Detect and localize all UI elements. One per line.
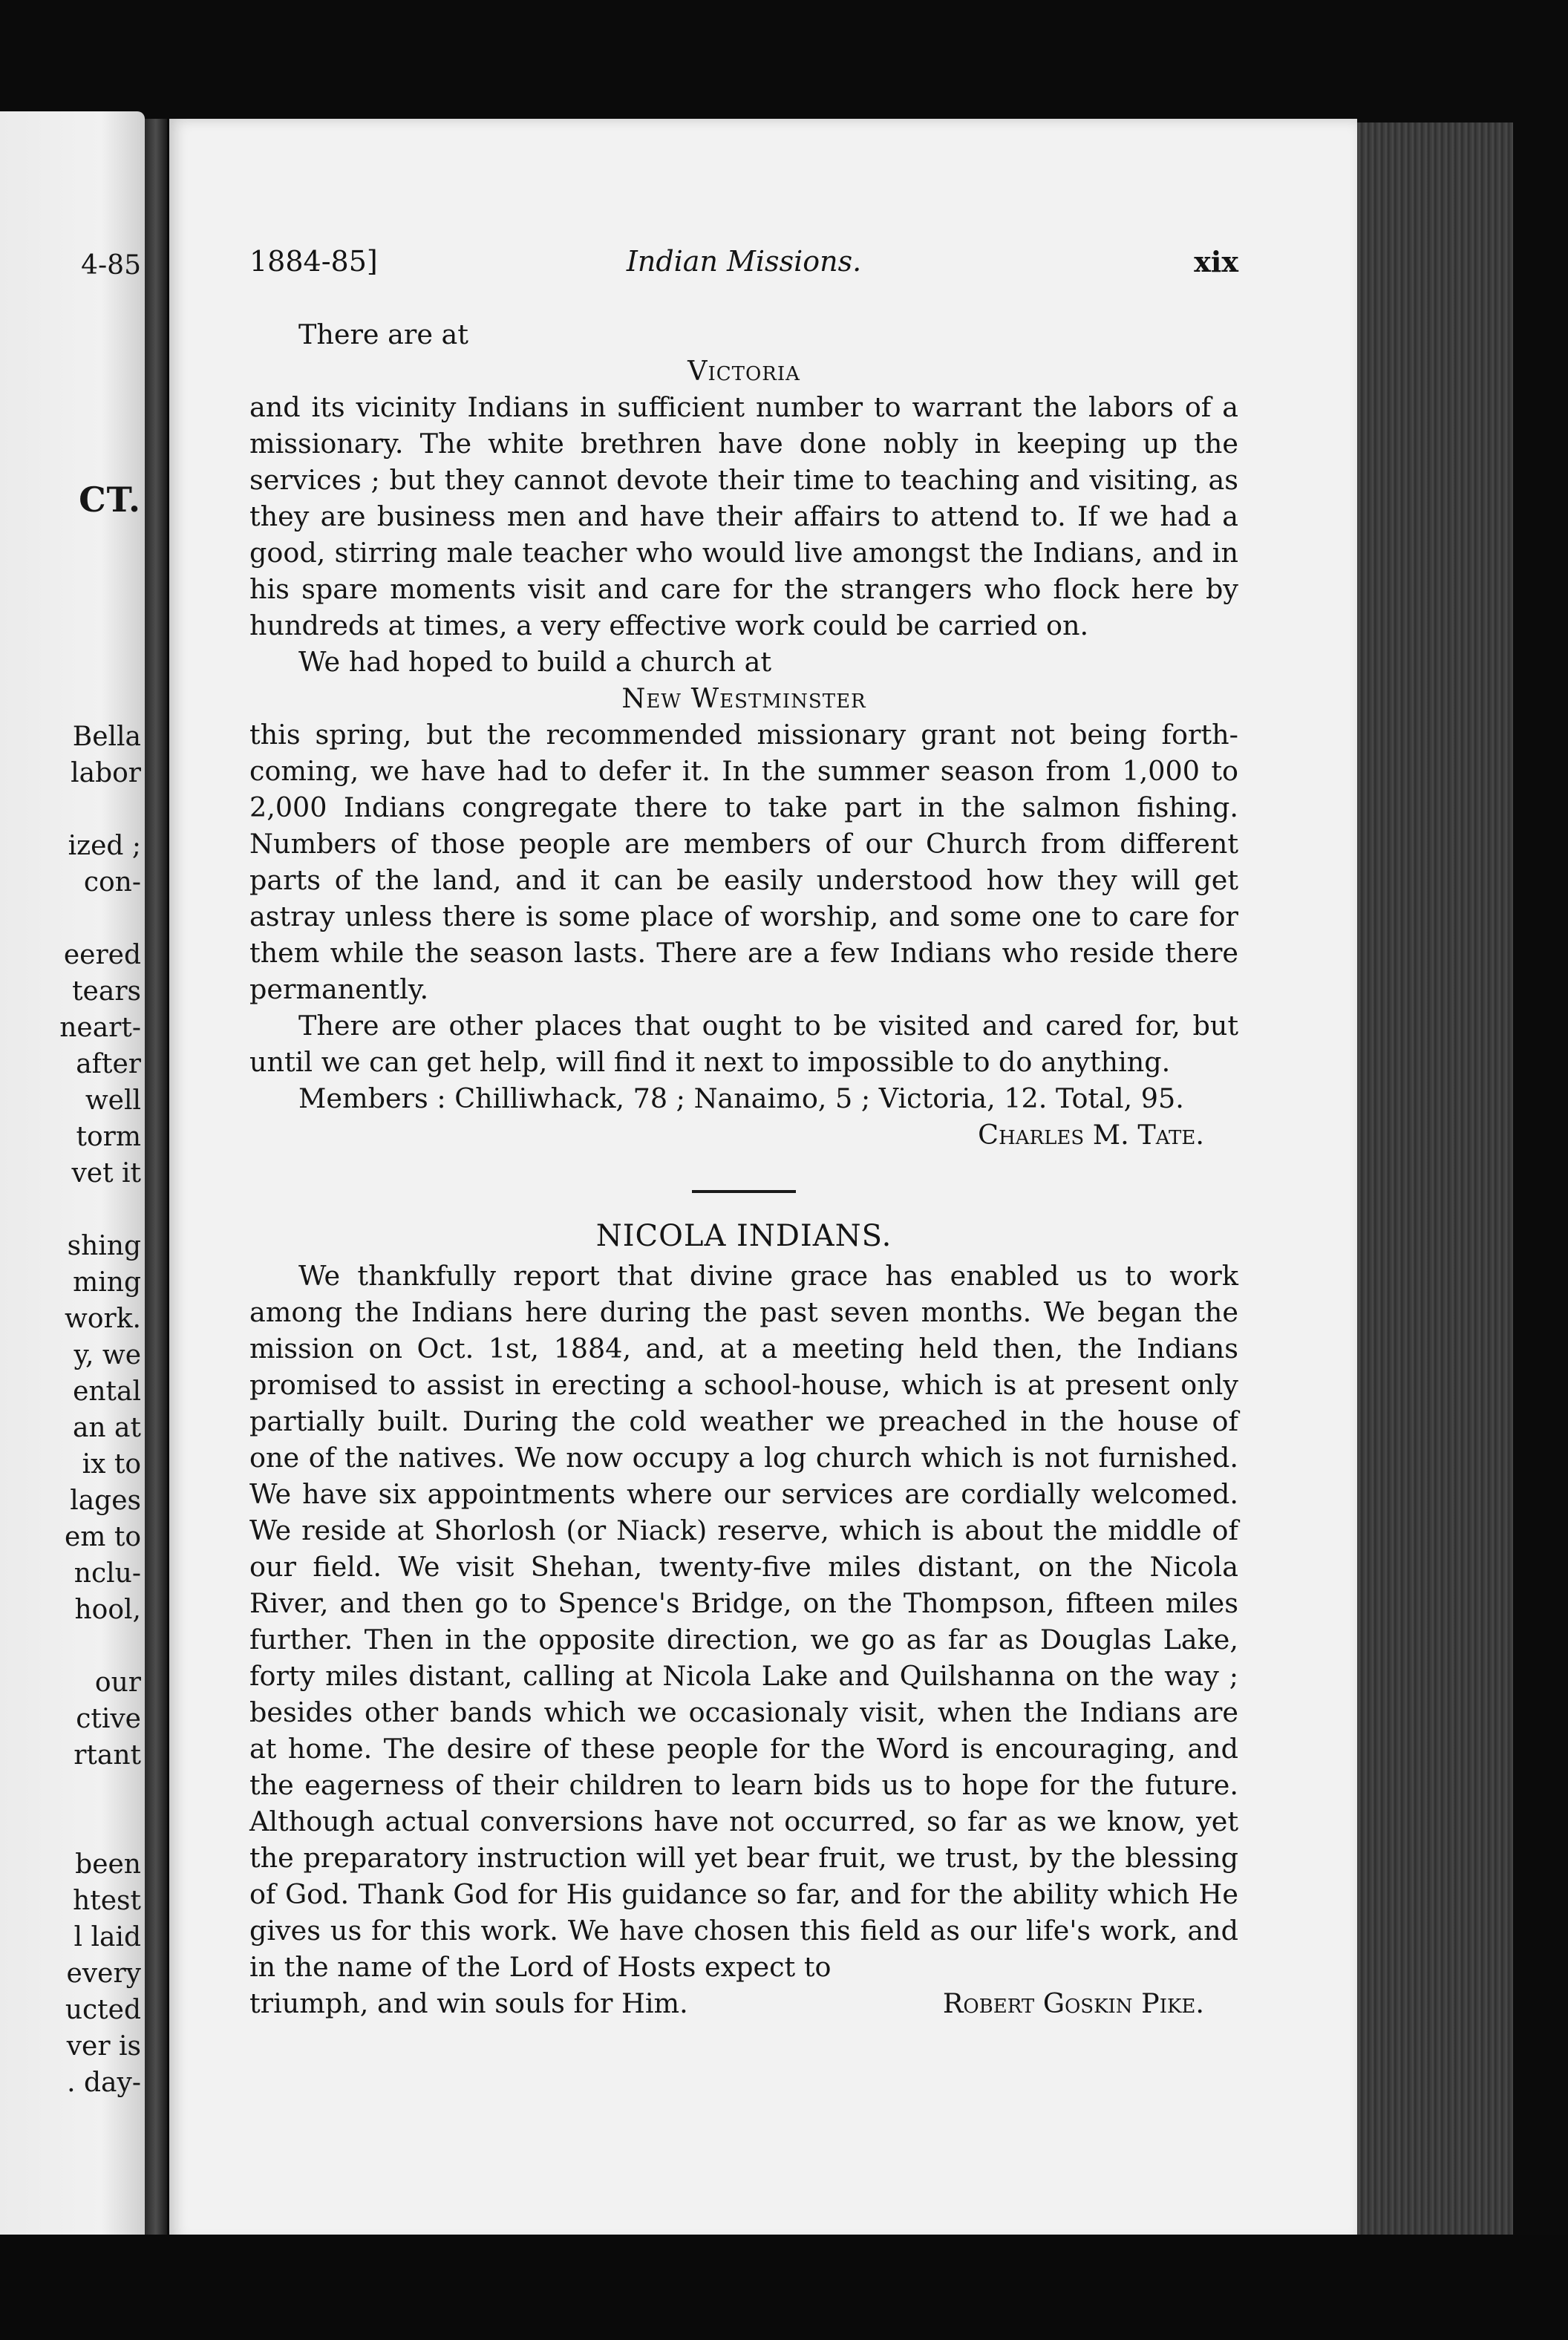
left-page-fragment: shing xyxy=(67,1231,141,1261)
paragraph: and its vicinity Indians in sufficient number to warrant the labors of a missionary. The white brethren have done nobly in keeping up the services ; but they cannot devote their time to teaching and visiting, as they are business men and have their affairs to attend to. If we had a good, stirring male teacher who would live amongst the Indians, and in his spare moments visit and care for the strangers who flock here by hundreds at times, a very effective work could be carried on. xyxy=(249,391,1238,641)
page-number: xix xyxy=(1194,245,1238,278)
left-page-fragment: hool, xyxy=(74,1595,141,1625)
left-page-fragment: vet it xyxy=(71,1158,141,1189)
page-edges xyxy=(1357,122,1513,2235)
left-page-fragment: em to xyxy=(64,1522,141,1552)
left-page-fragment: l laid xyxy=(74,1922,141,1952)
book-gutter xyxy=(145,119,167,2242)
left-page-fragment: after xyxy=(76,1049,141,1079)
header-title: Indian Missions. xyxy=(626,245,862,278)
left-page-fragment: neart- xyxy=(59,1013,141,1043)
section-title: NICOLA INDIANS. xyxy=(595,1219,892,1253)
place-heading: New Westminster xyxy=(621,682,866,714)
signature: Robert Goskin Pike. xyxy=(942,1987,1204,2019)
left-page-fragment: eered xyxy=(63,940,141,970)
left-page-fragment: every xyxy=(66,1958,141,1989)
place-heading: Victoria xyxy=(687,355,800,387)
left-page-fragment: Bella xyxy=(72,722,141,752)
closing-line xyxy=(249,1985,1238,2022)
left-page-fragment: CT. xyxy=(79,480,141,520)
left-page-fragment: ix to xyxy=(82,1449,141,1480)
left-page-fragment: y, we xyxy=(74,1340,141,1370)
left-page-fragment: ized ; xyxy=(68,831,141,861)
left-page-fragment: labor xyxy=(71,758,141,788)
left-page-fragment: tears xyxy=(72,976,141,1007)
left-page-fragment: ucted xyxy=(65,1995,141,2025)
left-page-fragment: been xyxy=(75,1849,141,1880)
left-page-fragment: well xyxy=(85,1085,141,1116)
left-page-fragment: lages xyxy=(70,1486,141,1516)
left-page-fragment: 4-85 xyxy=(81,250,141,281)
left-page-fragment: . day- xyxy=(67,2068,141,2098)
left-page-fragment: ming xyxy=(73,1267,141,1298)
left-page-fragment: torm xyxy=(76,1122,141,1152)
left-page-fragment: ver is xyxy=(66,2031,141,2062)
paragraph: We thankfully report that divine grace has enabled us to work among the Indians here during the past seven months. We began the mission on Oct. 1st, 1884, and, at a meeting held then, the Indians promised to assist in erecting a school-house, which is at present only partially built. During the cold weather we preached in the house of one of the natives. We now occupy a log church which is not furnished. We have six appointments where our services are cordially welcomed. We reside at Shorlosh (or Niack) reserve, which is about the middle of our field. We visit Shehan, twenty-five miles distant, on the Nicola River, and then go to Spence's Bridge, on the Thompson, fifteen miles further. Then in the opposite direction, we go as far as Douglas Lake, forty miles distant, calling at Nicola Lake and Quilshanna on the way ; besides other bands which we occasionaly visit, when the Indians are at home. The desire of these people for the Word is encouraging, and the eagerness of their children to learn bids us to hope for the future. Although actual conversions have not occurred, so far as we know, yet the preparatory instruction will yet bear fruit, we trust, by the blessing of God. Thank God for His guidance so far, and for the ability which He gives us for this work. We have chosen this field as our life's work, and in the name of the Lord of Hosts expect to xyxy=(249,1260,1238,1983)
left-page-fragment: ctive xyxy=(76,1704,141,1734)
left-page-fragment: htest xyxy=(73,1886,141,1916)
members-line: Members : Chilliwhack, 78 ; Nanaimo, 5 ; Victoria, 12. Total, 95. xyxy=(298,1082,1184,1114)
running-header xyxy=(249,245,1238,282)
page-body xyxy=(249,316,1238,2022)
left-page-fragment: con- xyxy=(83,867,141,898)
paragraph: There are other places that ought to be visited and cared for, but until we can get help, will find it next to impossible to do anything. xyxy=(249,1010,1238,1078)
scan-background xyxy=(0,2235,1568,2340)
left-page-fragment: our xyxy=(94,1667,141,1698)
left-page-fragment: nclu- xyxy=(74,1558,141,1589)
left-page-fragment: an at xyxy=(72,1413,141,1443)
paragraph-intro: There are at xyxy=(298,318,468,350)
closing-text: triumph, and win souls for Him. xyxy=(249,1987,688,2019)
left-page-fragment: work. xyxy=(65,1304,141,1334)
left-page-fragment: rtant xyxy=(74,1740,141,1771)
section-divider xyxy=(692,1190,796,1193)
header-year: 1884-85] xyxy=(249,245,378,278)
left-page-fragment: ental xyxy=(73,1376,141,1407)
paragraph: this spring, but the recommended missionary grant not being forth-coming, we have had to defer it. In the summer season from 1,000 to 2,000 Indians congregate there to take part in the salmon fishing. Numbers of those people are members of our Church from different parts of the land, and it can be easily understood how they will get astray unless there is some place of worship, and some one to care for them while the season lasts. There are a few Indians who reside there permanently. xyxy=(249,719,1238,1005)
signature: Charles M. Tate. xyxy=(978,1119,1204,1151)
paragraph-intro: We had hoped to build a church at xyxy=(298,646,772,678)
